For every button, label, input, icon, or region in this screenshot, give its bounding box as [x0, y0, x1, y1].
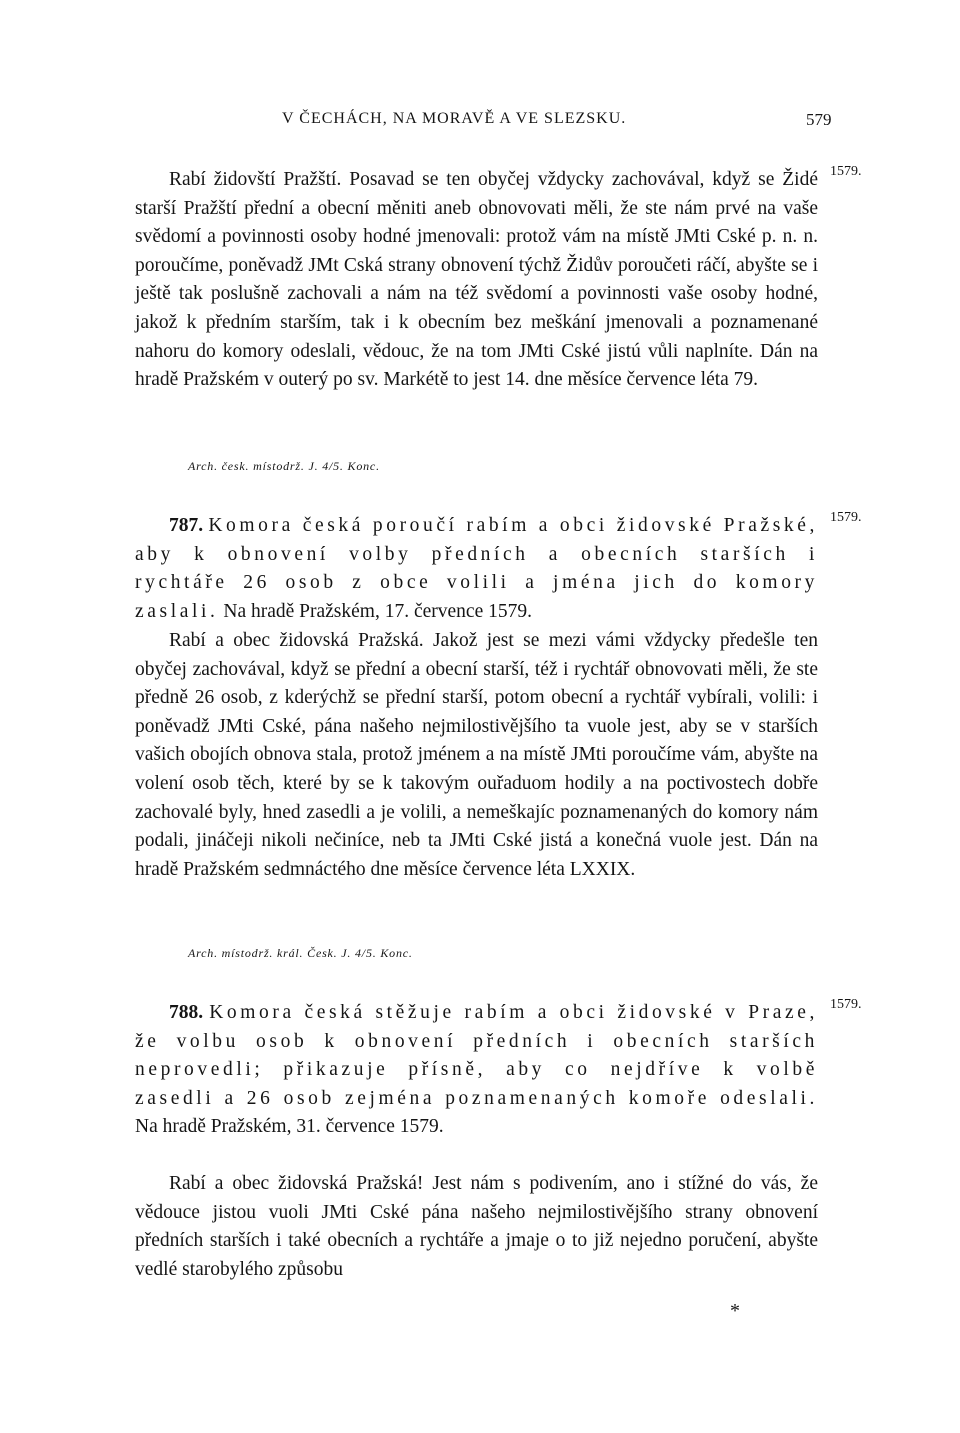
doc788-heading: [135, 999, 818, 1142]
margin-year-788: 1579.: [830, 997, 862, 1012]
doc787-number: 787.: [169, 515, 204, 536]
margin-year-787: 1579.: [830, 510, 862, 525]
signature-mark: *: [730, 1300, 740, 1322]
doc787-body: [135, 627, 818, 884]
doc1-source: Arch. česk. místodrž. J. 4/5. Konc.: [188, 459, 380, 473]
doc788-number: 788.: [169, 1002, 204, 1023]
doc787-heading-spaced: Komora česká poroučí rabím a obci židovské Pražské, aby k obnovení volby předních a obecních starších i rychtáře 26 osob z obce volili a jména jich do komory zaslali.: [135, 515, 818, 622]
doc787-heading-plain: Na hradě Pražském, 17. července 1579.: [223, 600, 532, 622]
doc788-text: Rabí a obec židovská Pražská! Jest nám s podivením, ano i stížné do vás, že vědouce jistou vuoli JMti Cské pána našeho nejmilostivějšího strany obnovení předních starších i také obecních a rychtáře a jmaje o to již nejedno poručení, abyšte vedlé starobylého způsobu: [135, 1173, 818, 1280]
doc788-heading-plain: Na hradě Pražském, 31. července 1579.: [135, 1116, 444, 1138]
doc787-source: Arch. místodrž. král. Česk. J. 4/5. Konc.: [188, 946, 413, 960]
doc1-body: [135, 166, 818, 395]
doc787-heading: [135, 512, 818, 626]
doc788-heading-spaced: Komora česká stěžuje rabím a obci židovské v Praze, že volbu osob k obnovení předních i obecních starších neprovedli; přikazuje přísně, aby co nejdříve k volbě zasedli a 26 osob zejména poznamenaných komoře odeslali.: [135, 1002, 818, 1109]
margin-year-doc1: 1579.: [830, 164, 862, 179]
doc1-text: Rabí židovští Pražští. Posavad se ten obyčej vždycky zachovával, když se Židé starší Pražští přední a obecní měniti aneb obnovovati měli, že ste nám prvé na vaše svědomí a povinnosti osoby hodné jmenovali: protož vám na místě JMti Cské p. n. n. poroučíme, poněvadž JMt Cská strany obnovení týchž Židův poroučeti ráčí, abyšte se i ještě tak poslušně zachovali a nám na též svědomí a povinnosti vaše osoby hodné, jakož k předním starším, tak i k obecním bez meškání jmenovali a poznamenané nahoru do komory odeslali, vědouc, že na tom JMti Cské jistú vůli naplníte. Dán na hradě Pražském v outerý po sv. Markétě to jest 14. dne měsíce července léta 79.: [135, 169, 818, 391]
running-title: V ČECHÁCH, NA MORAVĚ A VE SLEZSKU.: [282, 110, 627, 127]
doc788-body: [135, 1170, 818, 1284]
doc787-text: Rabí a obec židovská Pražská. Jakož jest se mezi vámi vždycky předešle ten obyčej zachovával, když se přední a obecní starší, též i rychtář obnovovati měli, že ste předně 26 osob, z kderýchž se přední starší, potom obecní a rychtář vybírali, volili: i poněvadž JMti Cské, pána našeho nejmilostivějšího ta vuole jest, aby se v starších vašich obojích obnova stala, protož jménem a na místě JMti poroučíme vám, abyšte na volení osob těch, které by se k takovým ouřaduom hodily a na poctivostech dobře zachovalé byly, hned zasedli a je volili, a nemeškajíc poznamenaných do komory nám podali, jináčeji nikoli nečiníce, neb ta JMti Cské jistá a konečná vuole jest. Dán na hradě Pražském sedmnáctého dne měsíce července léta LXXIX.: [135, 630, 818, 880]
page-number: 579: [806, 110, 832, 129]
